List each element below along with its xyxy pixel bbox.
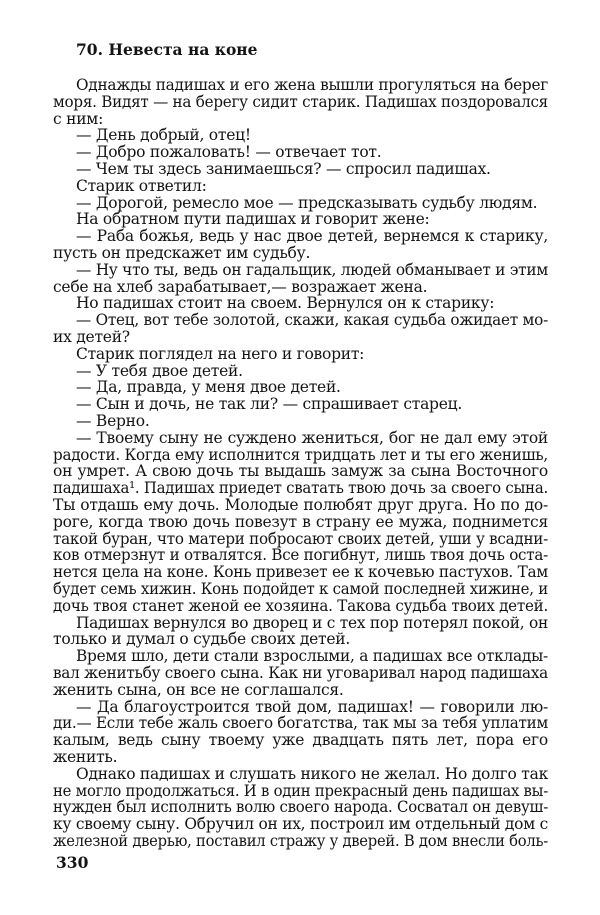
text-line: Однажды падишах и его жена вышли прогуляться на берег (76, 76, 548, 94)
text-line: Ты отдашь ему дочь. Молодые полюбят друг друга. Но по до- (53, 496, 548, 514)
text-line: он умрет. А свою дочь ты выдашь замуж за сына Восточного (53, 462, 548, 481)
text-line: роге, когда твою дочь повезут в страну ее мужа, поднимется (53, 512, 548, 531)
text-line: ди.— Если тебе жаль своего богатства, так мы за тебя уплатим (53, 714, 548, 733)
text-line: ку своему сыну. Обручил он их, построил им отдельный дом с (53, 815, 548, 834)
text-line: Но падишах стоит на своем. Вернулся он к старику: (76, 294, 495, 313)
text-line: Время шло, дети стали взрослыми, а падишах все отклады- (76, 647, 548, 666)
text-line: нужден был исполнить волю своего народа. Сосватал он девуш- (53, 798, 548, 817)
text-line: Однако падишах и слушать никого не желал. Но долго так (76, 764, 548, 783)
text-line: падишаха¹. Падишах приедет сватать твою дочь за своего сына. (53, 479, 548, 498)
text-line: вал женитьбу своего сына. Как ни уговаривал народ падишаха (53, 664, 548, 682)
text-line: — Твоему сыну не суждено жениться, бог не дал ему этой (76, 428, 548, 447)
text-line: себе на хлеб зарабатывает,— возражает жена. (53, 277, 428, 296)
text-line: — Отец, вот тебе золотой, скажи, какая судьба ожидает мо- (76, 311, 548, 330)
text-line: их детей? (53, 328, 130, 346)
text-line: такой буран, что матери побросают своих детей, уши у всадни- (53, 529, 548, 548)
text-line: ков отмерзнут и отвалятся. Все погибнут, лишь твоя дочь оста- (53, 546, 548, 565)
text-line: моря. Видят — на берегу сидит старик. Падишах поздоровался (53, 92, 548, 111)
text-line: пусть он предскажет им судьбу. (53, 244, 311, 262)
text-line: будет семь хижин. Конь подойдет к самой последней хижине, и (53, 580, 548, 598)
text-line: Старик поглядел на него и говорит: (76, 344, 365, 363)
text-line: железной дверью, поставил стражу у дверей. В дом внесли боль- (53, 832, 548, 850)
text-line: — Да благоустроится твой дом, падишах! — говорили лю- (76, 697, 548, 716)
text-line: — Добро пожаловать! — отвечает тот. (76, 143, 382, 162)
text-line: — У тебя двое детей. (76, 361, 243, 380)
page-number: 330 (56, 853, 89, 872)
text-line: с ним: (53, 109, 104, 128)
text-line: — День добрый, отец! (76, 126, 251, 145)
text-line: — Сын и дочь, не так ли? — спрашивает старец. (76, 395, 463, 414)
text-line: На обратном пути падишах и говорит жене: (76, 210, 430, 229)
text-line: дочь твоя станет женой ее хозяина. Такова судьба твоих детей. (53, 596, 548, 615)
text-line: — Чем ты здесь занимаешься? — спросил падишах. (76, 160, 491, 178)
text-line: — Да, правда, у меня двое детей. (76, 378, 341, 397)
text-line: нется цела на коне. Конь привезет ее к кочевью пастухов. Там (53, 563, 548, 582)
text-line: не могло продолжаться. И в один прекрасный день падишах вы- (53, 781, 548, 800)
text-line: калым, ведь сыну твоему уже двадцать пять лет, пора его (53, 731, 548, 750)
text-line: — Ну что ты, ведь он гадальщик, людей обманывает и этим (76, 260, 548, 279)
text-line: женить. (53, 748, 118, 766)
text-line: — Раба божья, ведь у нас двое детей, вернемся к старику, (76, 227, 548, 246)
text-line: Старик ответил: (76, 176, 207, 195)
text-line: женить сына, он все не соглашался. (53, 680, 344, 699)
text-line: Падишах вернулся во дворец и с тех пор потерял покой, он (76, 613, 548, 632)
text-line: — Верно. (76, 412, 150, 430)
text-line: только и думал о судьбе своих детей. (53, 630, 351, 649)
text-line: радости. Когда ему исполнится тридцать лет и ты его женишь, (53, 445, 548, 464)
chapter-title: 70. Невеста на коне (76, 40, 258, 59)
text-line: — Дорогой, ремесло мое — предсказывать судьбу людям. (76, 193, 538, 212)
